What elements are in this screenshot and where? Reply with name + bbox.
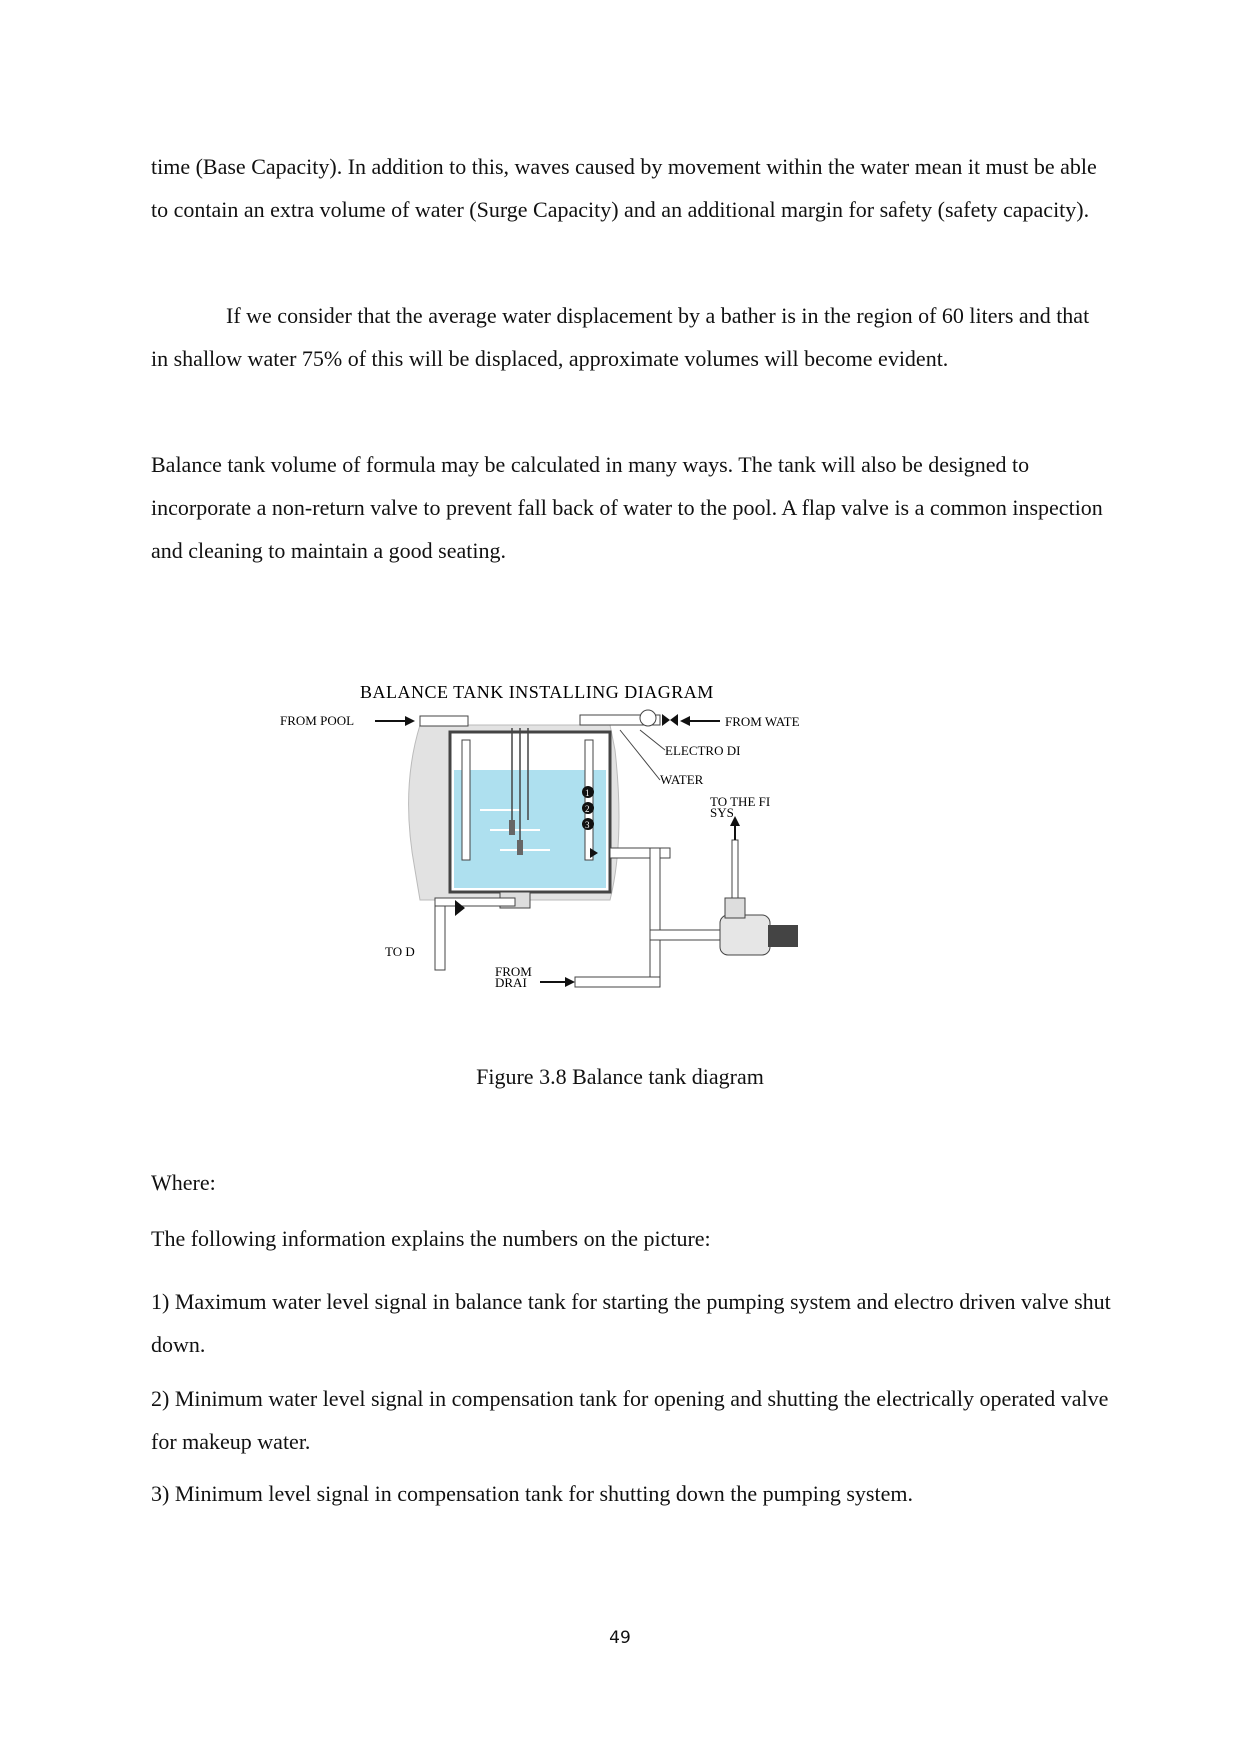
- arrow-head: [405, 716, 415, 726]
- valve-icon: [662, 714, 670, 726]
- figure-caption: Figure 3.8 Balance tank diagram: [476, 1064, 764, 1089]
- balance-tank-diagram: [280, 670, 880, 1040]
- marker-2-label: 2: [585, 804, 590, 814]
- numbers-intro: The following information explains the numbers on the picture:: [151, 1226, 711, 1251]
- label-water: WATER: [660, 772, 704, 787]
- pipe-vertical: [650, 848, 660, 978]
- paragraph-displacement: If we consider that the average water displacement by a bather is in the region of 60 liters and that in shallow water 75% of this will be displaced, approximate volumes will become evident.: [151, 303, 1090, 371]
- arrow-head: [565, 977, 575, 987]
- pipe-to-pump: [650, 930, 730, 940]
- label-from-drain-1: FROM: [495, 964, 532, 979]
- label-to-filter-1: TO THE FI: [710, 794, 771, 809]
- diagram-title: BALANCE TANK INSTALLING DIAGRAM: [360, 682, 714, 702]
- pipe-to-filter: [732, 840, 738, 898]
- list-item-1: 1) Maximum water level signal in balance tank for starting the pumping system and electro driven valve shut down.: [151, 1289, 1111, 1357]
- sensor-float: [509, 820, 515, 835]
- pump-motor: [768, 925, 798, 947]
- pipe-drain-horizontal: [435, 898, 515, 906]
- label-electro: ELECTRO DI: [665, 743, 741, 758]
- makeup-pipe: [585, 740, 593, 860]
- label-to-drain: TO D: [385, 944, 415, 959]
- page-number: 49: [609, 1628, 631, 1648]
- pump-body: [720, 915, 770, 955]
- paragraph-capacity: time (Base Capacity). In addition to this, waves caused by movement within the water mean it must be able to contain an extra volume of water (Surge Capacity) and an additional margin for safety (safety capacity).: [151, 154, 1097, 222]
- pipe-from-pool: [420, 716, 468, 726]
- leader-line: [640, 730, 665, 750]
- electro-valve: [640, 710, 656, 726]
- arrow-head: [680, 716, 690, 726]
- pipe-from-drain: [575, 977, 660, 987]
- marker-3-label: 3: [585, 820, 590, 830]
- label-to-filter-2: SYS: [710, 805, 734, 820]
- marker-1-label: 1: [585, 788, 590, 798]
- inlet-pipe: [462, 740, 470, 860]
- balance-tank-figure: [280, 670, 880, 1040]
- sensor-float: [517, 840, 523, 855]
- paragraph-balance-tank: Balance tank volume of formula may be calculated in many ways. The tank will also be designed to incorporate a non-return valve to prevent fall back of water to the pool. A flap valve is a common inspection and cleaning to maintain a good seating.: [151, 452, 1103, 563]
- pipe-drain-vertical: [435, 900, 445, 970]
- pipe-outlet: [610, 848, 670, 858]
- list-item-3: 3) Minimum level signal in compensation tank for shutting down the pumping system.: [151, 1481, 913, 1506]
- where-label: Where:: [151, 1170, 216, 1195]
- label-from-pool: FROM POOL: [280, 713, 355, 728]
- valve-icon: [670, 714, 678, 726]
- label-from-water: FROM WATE: [725, 714, 800, 729]
- leader-line: [620, 730, 660, 780]
- list-item-2: 2) Minimum water level signal in compensation tank for opening and shutting the electrically operated valve for makeup water.: [151, 1386, 1109, 1454]
- pump-strainer: [725, 898, 745, 918]
- label-from-drain-2: DRAI: [495, 975, 527, 990]
